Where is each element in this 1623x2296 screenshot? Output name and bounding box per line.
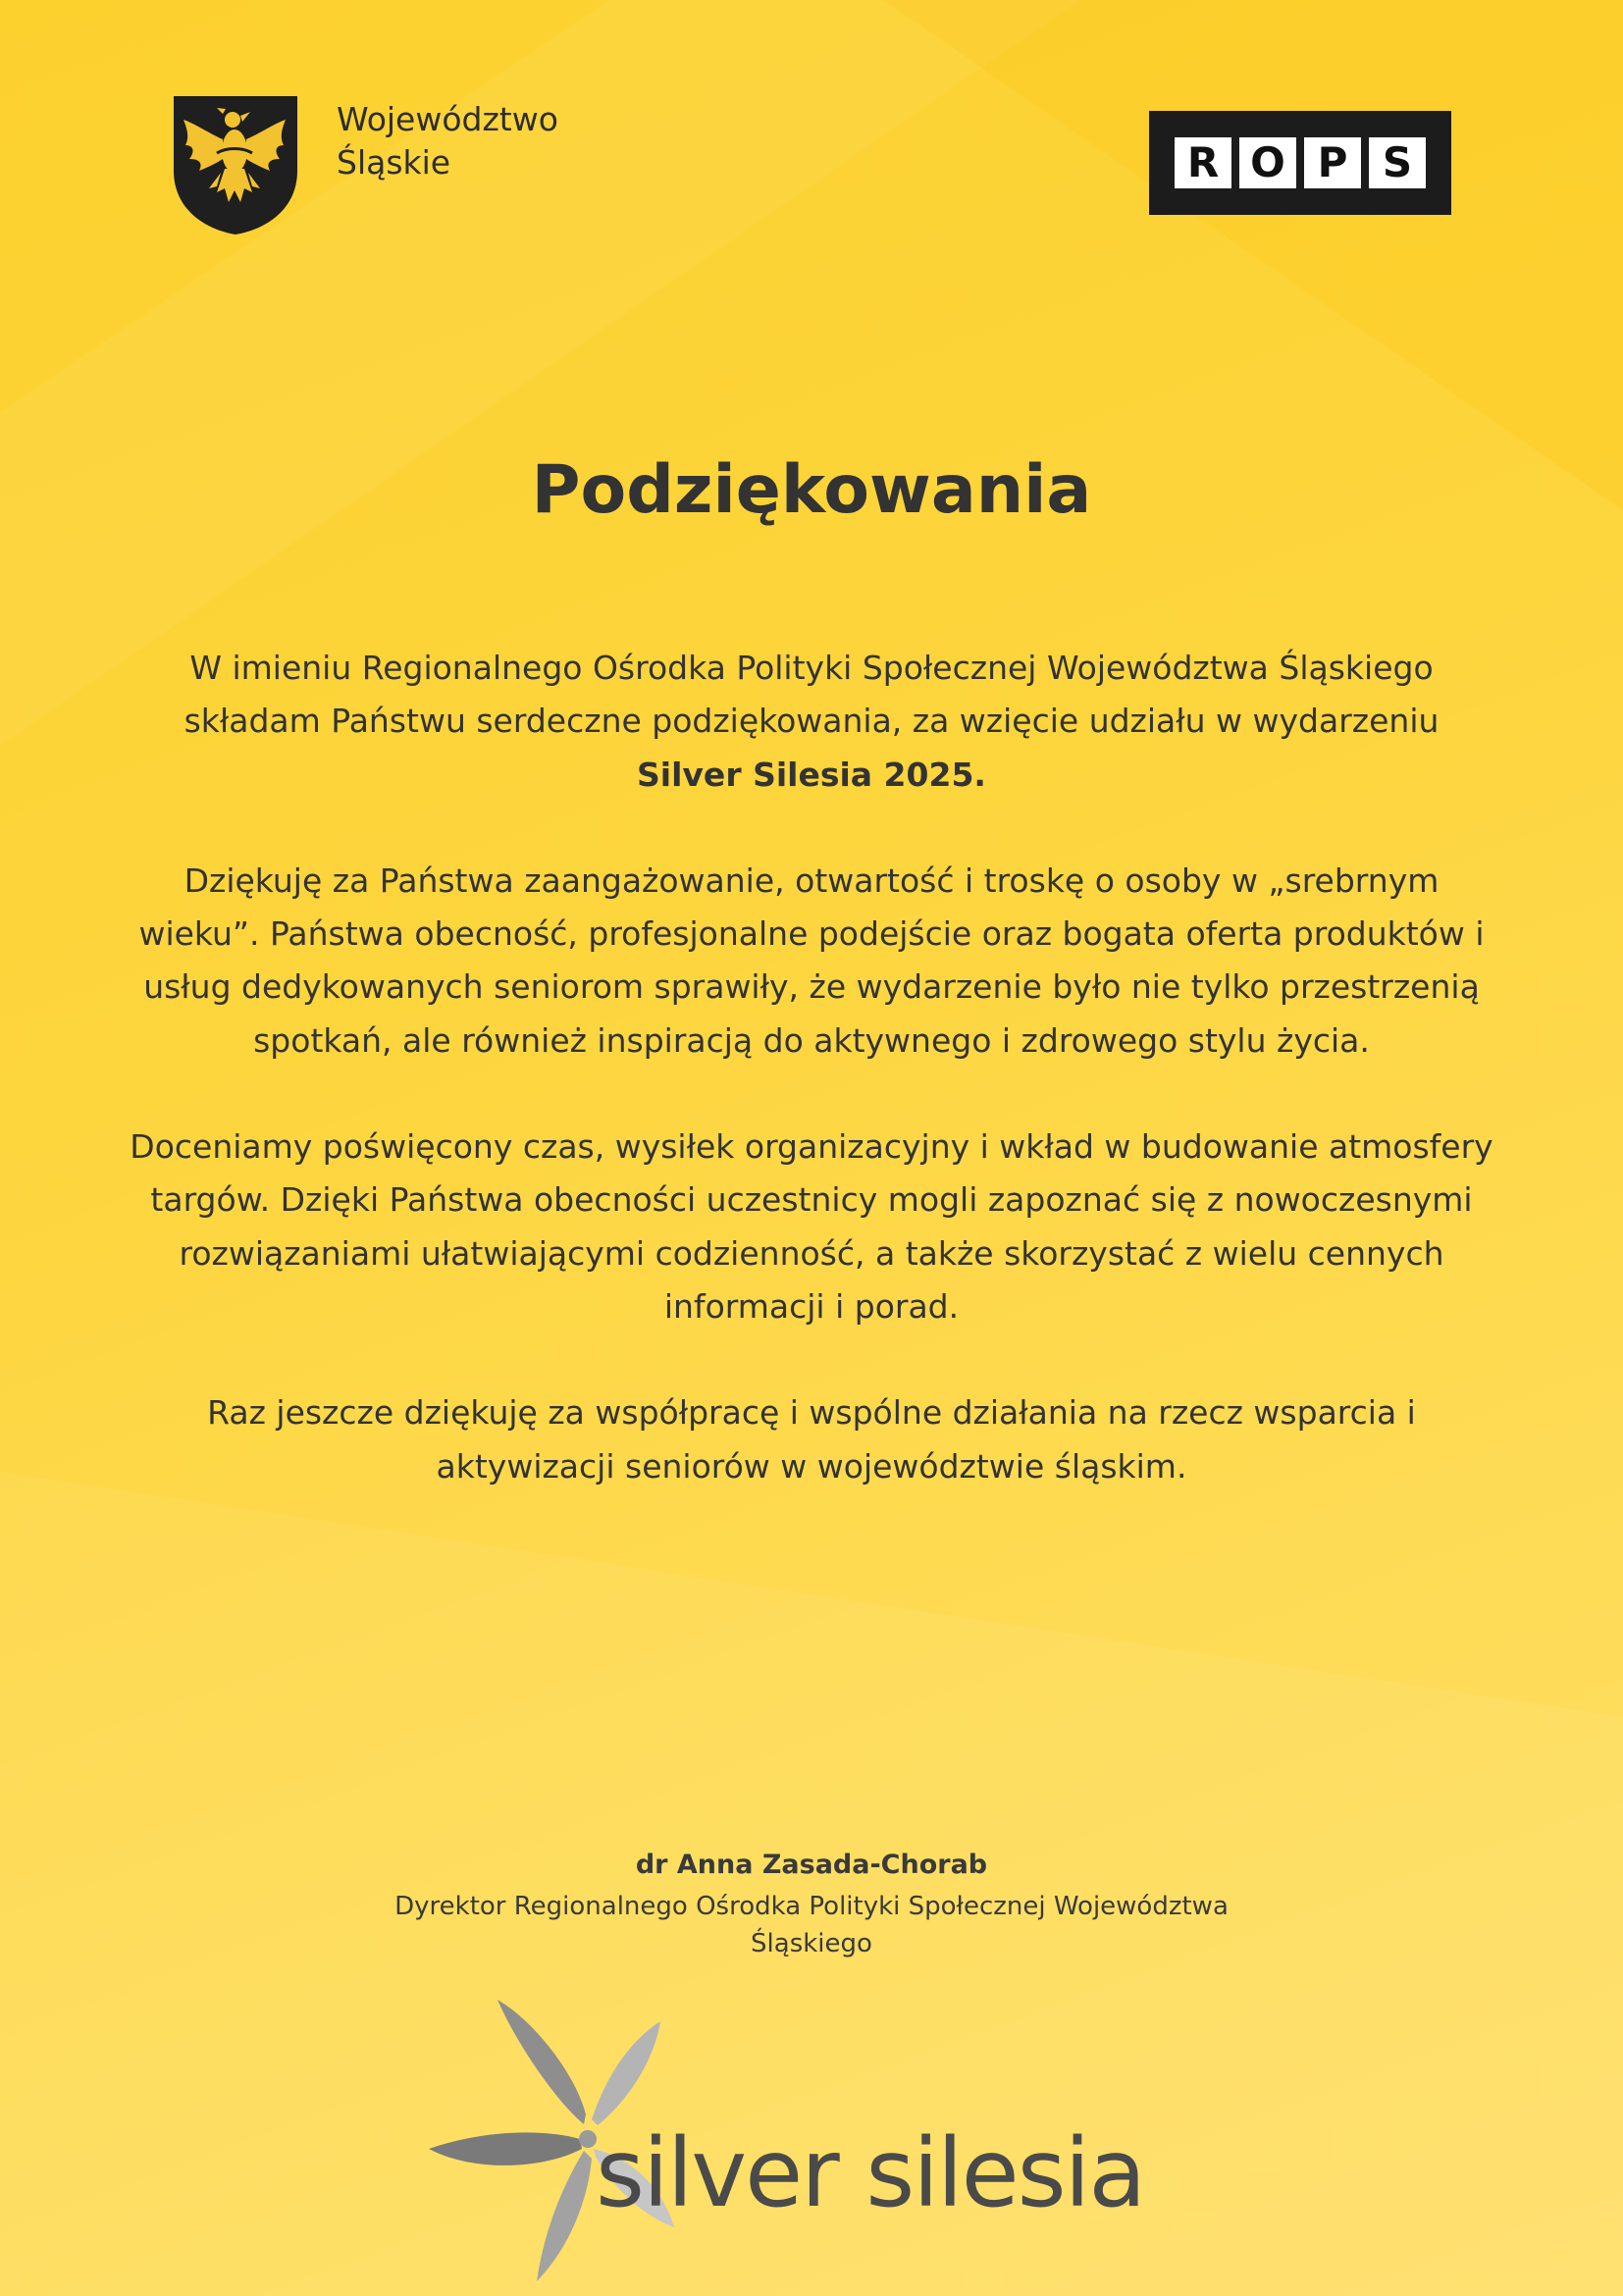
eagle-crest-icon — [172, 94, 299, 236]
paragraph-3: Doceniamy poświęcony czas, wysiłek organizacyjny i wkład w budowanie atmosfery targów. Dzięki Państwa obecności uczestnicy mogli zapoznać się z nowoczesnymi rozwiązaniami ułatwiającymi codzienność, a także skorzystać z wielu cennych informacji i porad. — [130, 1127, 1493, 1326]
signatory-role: Dyrektor Regionalnego Ośrodka Polityki Społecznej Województwa Śląskiego — [394, 1892, 1229, 1958]
paragraph-1 — [128, 642, 1495, 802]
paragraph-4: Raz jeszcze dziękuję za współpracę i wspólne działania na rzecz wsparcia i aktywizacji seniorów w województwie śląskim. — [207, 1393, 1416, 1486]
letter-body — [128, 642, 1495, 1546]
silver-silesia-text: silver silesia — [596, 2118, 1145, 2228]
rops-letter-o: O — [1239, 137, 1296, 188]
event-name: Silver Silesia 2025. — [637, 755, 986, 794]
rops-logo — [1149, 111, 1451, 215]
wojewodztwo-line2: Śląskie — [337, 143, 451, 182]
wojewodztwo-name — [337, 98, 558, 184]
signature-block — [0, 1847, 1623, 1962]
rops-letter-p: P — [1304, 137, 1361, 188]
wojewodztwo-line1: Województwo — [337, 100, 558, 138]
paragraph-1-text: W imieniu Regionalnego Ośrodka Polityki Społecznej Województwa Śląskiego składam Państwu serdeczne podziękowania, za wzięcie udziału w wydarzeniu — [183, 649, 1440, 741]
silver-silesia-logo — [417, 1992, 1182, 2286]
rops-letter-r: R — [1175, 137, 1231, 188]
rops-letter-s: S — [1369, 137, 1426, 188]
wojewodztwo-slaskie-logo — [172, 94, 558, 236]
paragraph-2: Dziękuję za Państwa zaangażowanie, otwartość i troskę o osoby w „srebrnym wieku”. Państwa obecność, profesjonalne podejście oraz bogata oferta produktów i usług dedykowanych seniorom sprawiły, że wydarzenie było nie tylko przestrzenią spotkań, ale również inspiracją do aktywnego i zdrowego stylu życia. — [138, 861, 1485, 1060]
signatory-name: dr Anna Zasada-Chorab — [635, 1850, 988, 1880]
page-title: Podziękowania — [531, 451, 1092, 529]
